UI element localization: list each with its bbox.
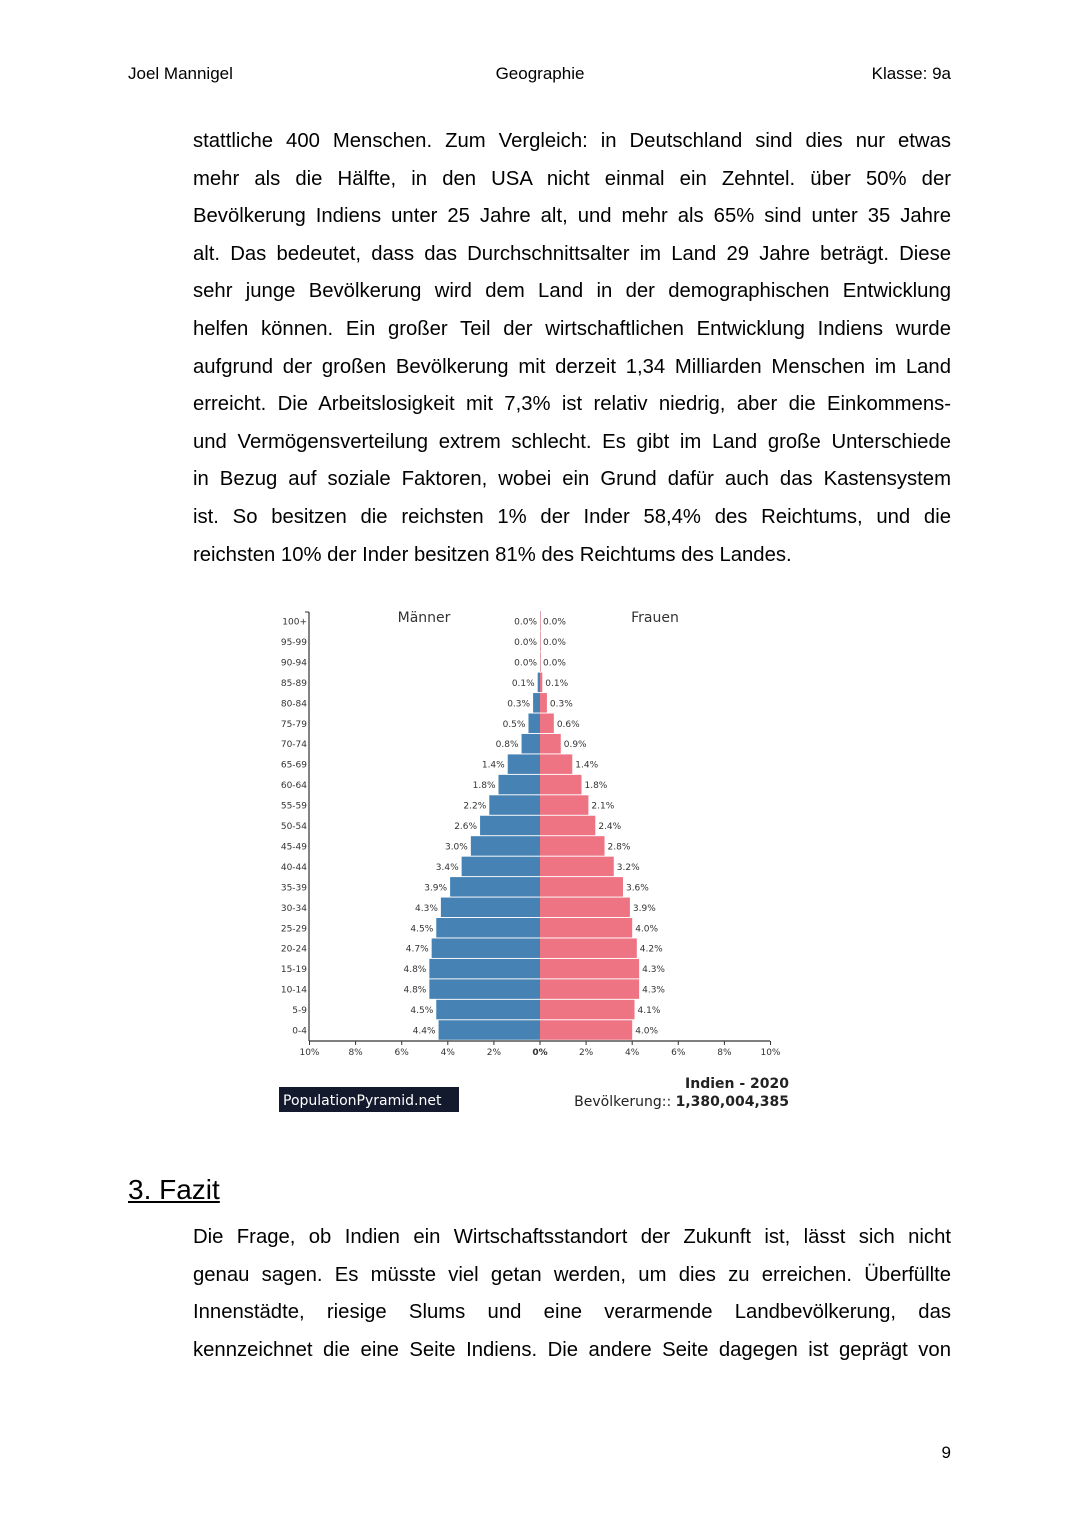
x-tick-label: 10% [760,1048,781,1058]
value-label-female: 4.1% [637,1006,661,1017]
age-label: 80-84 [280,699,307,710]
bar-female [540,857,614,877]
age-label: 75-79 [280,719,307,730]
x-tick-label: 4% [625,1048,640,1058]
age-label: 50-54 [280,822,307,832]
value-label-female: 4.0% [635,1026,659,1037]
bar-male [429,979,540,999]
value-label-female: 3.2% [616,862,640,873]
value-label-female: 2.8% [607,842,631,853]
bar-male [522,734,540,754]
text-line: Bevölkerung Indiens unter 25 Jahre alt, und mehr als 65% sind unter 35 Jahre [193,205,951,228]
bar-male [471,836,540,856]
age-label: 90-94 [280,658,307,669]
value-label-female: 0.1% [545,678,569,689]
value-label-female: 2.4% [598,822,622,832]
value-label-female: 3.9% [632,903,656,914]
age-label: 85-89 [280,678,307,689]
population-label: Bevölkerung:: [574,1094,672,1110]
bar-female [540,734,561,754]
value-label-male: 2.6% [454,822,478,832]
bar-female [540,898,630,918]
age-label: 35-39 [280,883,307,894]
text-line: kennzeichnet die eine Seite Indiens. Die andere Seite dagegen ist geprägt von [193,1338,951,1361]
value-label-female: 1.8% [584,781,608,792]
bar-female [540,1000,635,1020]
bar-female [540,714,554,734]
x-tick-label: 8% [717,1048,732,1058]
x-tick-label: 10% [299,1048,320,1058]
value-label-male: 1.4% [481,760,505,771]
value-label-female: 4.3% [642,965,665,976]
value-label-male: 4.7% [405,944,429,955]
value-label-male: 0.5% [502,719,526,730]
value-label-female: 0.0% [543,637,566,648]
bar-male [508,754,540,774]
bar-male [462,857,540,877]
header-subject: Geographie [495,64,585,83]
x-tick-label: 0% [532,1048,548,1058]
bar-female [540,693,547,713]
age-label: 5-9 [292,1006,307,1017]
bar-female [540,816,595,836]
bar-male [480,816,540,836]
bar-female [540,1020,632,1040]
value-label-female: 2.1% [591,801,615,812]
bar-female [540,918,632,938]
bar-female [540,877,623,897]
age-label: 45-49 [280,842,307,853]
value-label-male: 4.5% [410,1006,434,1017]
population-value: 1,380,004,385 [675,1094,789,1110]
age-label: 95-99 [280,637,307,648]
bar-female [540,632,541,652]
source-label: PopulationPyramid.net [283,1093,442,1109]
age-label: 60-64 [280,781,307,792]
text-line: Die Frage, ob Indien ein Wirtschaftsstandort der Zukunft ist, lässt sich nicht [193,1226,951,1248]
legend-women: Frauen [631,610,679,626]
bar-female [540,673,542,693]
age-label: 0-4 [292,1026,307,1037]
value-label-male: 4.5% [410,924,434,935]
text-line: helfen können. Ein großer Teil der wirtschaftlichen Entwicklung Indiens wurde [193,317,951,340]
bar-male [489,795,540,815]
bar-female [540,775,581,795]
value-label-female: 4.0% [635,924,659,935]
bar-male [441,898,540,918]
text-line: ist. So besitzen die reichsten 1% der Inder 58,4% des Reichtums, und die [193,505,951,528]
value-label-male: 0.3% [507,699,531,710]
x-tick-label: 2% [486,1048,502,1058]
age-label: 30-34 [280,903,307,914]
bar-male [450,877,540,897]
text-line: reichsten 10% der Inder besitzen 81% des Reichtums des Landes. [193,543,792,566]
bar-female [540,652,541,672]
x-tick-label: 4% [440,1048,455,1058]
bar-female [540,979,639,999]
value-label-female: 4.2% [639,944,663,955]
bar-male [538,673,540,693]
text-line: stattliche 400 Menschen. Zum Vergleich: in Deutschland sind dies nur etwas [193,130,951,152]
paragraph-fazit [193,1219,951,1369]
value-label-female: 4.3% [642,985,665,996]
age-label: 40-44 [280,862,307,873]
population-text [574,1094,789,1110]
bar-female [540,938,637,958]
x-tick-label: 6% [671,1048,686,1058]
text-line: mehr als die Hälfte, in den USA nicht einmal ein Zehntel. über 50% der [193,167,951,190]
text-line: und Vermögensverteilung extrem schlecht. Es gibt im Land große Unterschiede [193,430,951,453]
value-label-male: 4.4% [412,1026,436,1037]
x-tick-label: 8% [348,1048,363,1058]
text-line: erreicht. Die Arbeitslosigkeit mit 7,3% ist relativ niedrig, aber die Einkommens- [193,393,951,416]
value-label-male: 4.8% [403,985,427,996]
value-label-male: 1.8% [472,781,496,792]
age-label: 25-29 [280,924,307,935]
age-label: 65-69 [280,760,307,771]
value-label-female: 0.9% [563,740,587,751]
value-label-male: 0.0% [514,658,537,669]
bar-male [432,938,540,958]
value-label-female: 0.0% [543,658,566,669]
header-class: Klasse: 9a [871,64,951,83]
value-label-female: 0.3% [549,699,573,710]
value-label-male: 0.1% [511,678,535,689]
bar-male [439,1020,540,1040]
value-label-male: 4.3% [415,903,438,914]
x-tick-label: 6% [394,1048,409,1058]
bar-male [528,714,540,734]
bar-female [540,959,639,979]
page-number: 9 [941,1443,951,1462]
age-label: 100+ [282,617,307,628]
text-line: sehr junge Bevölkerung wird dem Land in der demographischen Entwicklung [193,280,951,303]
text-line: in Bezug auf soziale Faktoren, wobei ein Grund dafür auch das Kastensystem [193,468,951,491]
bar-male [533,693,540,713]
legend-men: Männer [397,610,451,626]
bar-male [436,918,540,938]
value-label-male: 2.2% [463,801,487,812]
x-tick-label: 2% [578,1048,594,1058]
age-label: 20-24 [280,944,307,955]
header-author: Joel Mannigel [128,64,233,83]
section-heading-fazit: 3. Fazit [128,1174,220,1205]
bar-female [540,754,572,774]
value-label-male: 3.4% [435,862,459,873]
age-label: 10-14 [280,985,307,996]
value-label-female: 0.0% [543,617,566,628]
bar-male [436,1000,540,1020]
value-label-male: 3.0% [444,842,468,853]
text-line: aufgrund der großen Bevölkerung mit derzeit 1,34 Milliarden Menschen im Land [193,355,951,378]
value-label-female: 1.4% [575,760,599,771]
text-line: alt. Das bedeutet, dass das Durchschnittsalter im Land 29 Jahre beträgt. Diese [193,242,951,265]
value-label-male: 0.0% [514,637,537,648]
value-label-female: 0.6% [556,719,580,730]
age-label: 15-19 [280,965,307,976]
text-line: genau sagen. Es müsste viel getan werden, um dies zu erreichen. Überfüllte [193,1263,951,1286]
value-label-female: 3.6% [625,883,649,894]
text-line: Innenstädte, riesige Slums und eine verarmende Landbevölkerung, das [193,1301,951,1324]
bar-male [499,775,540,795]
value-label-male: 0.0% [514,617,537,628]
value-label-male: 4.8% [403,965,427,976]
chart-title: Indien - 2020 [685,1076,789,1092]
bar-male [429,959,540,979]
bar-female [540,836,605,856]
age-label: 70-74 [280,740,307,751]
age-label: 55-59 [280,801,307,812]
value-label-male: 0.8% [495,740,519,751]
value-label-male: 3.9% [424,883,448,894]
bar-female [540,611,541,631]
bar-female [540,795,588,815]
